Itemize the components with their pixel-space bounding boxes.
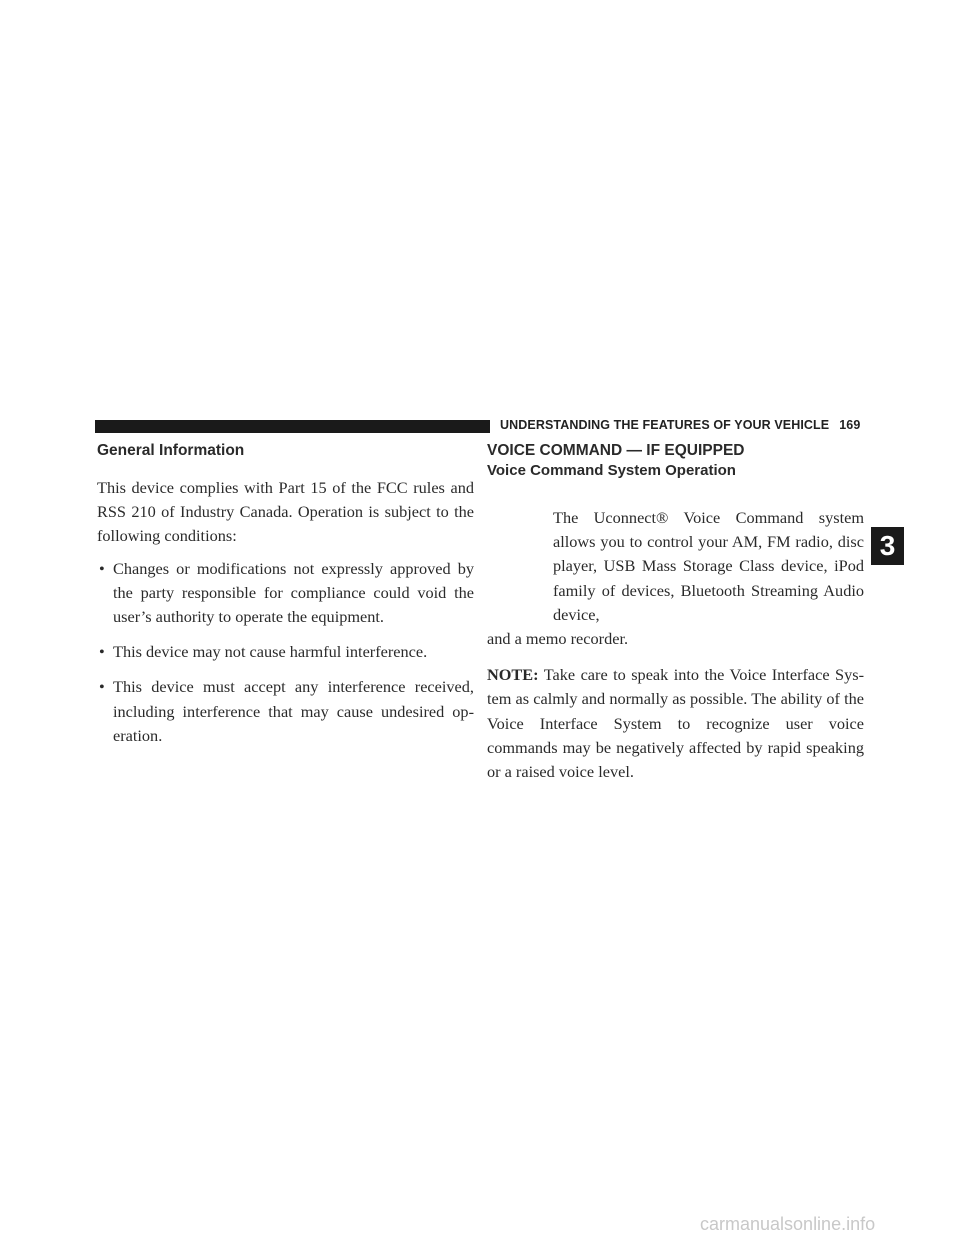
page-number: 169: [839, 418, 861, 432]
chapter-tab: 3: [871, 527, 904, 565]
bullet-icon: •: [99, 642, 105, 662]
header-rule: [95, 420, 490, 433]
note-label: NOTE:: [487, 665, 539, 685]
watermark: carmanualsonline.info: [700, 1214, 876, 1234]
left-column: [97, 441, 474, 748]
voice-command-paragraph: The Uconnect® Voice Command system allows you to control your AM, FM radio, disc player, USB Mass Storage Class device, iPod family of devices, Bluetooth Streaming Audio device,: [553, 508, 864, 624]
header-title: UNDERSTANDING THE FEATURES OF YOUR VEHICLE: [500, 418, 830, 432]
voice-command-subheading: Voice Command System Operation: [487, 462, 736, 479]
running-header: [500, 418, 860, 432]
conditions-list: [97, 557, 474, 748]
voice-command-paragraph-end: and a memo recorder.: [487, 629, 629, 649]
bullet-icon: •: [99, 558, 105, 578]
note-text: Take care to speak into the Voice Interface Sys-tem as calmly and normally as possible. The ability of the Voice Interface System to recognize user voice commands may be negatively affected by rapid speaking or a raised voice level.: [487, 665, 864, 782]
list-item: [97, 557, 474, 630]
list-item: [97, 640, 474, 664]
fcc-intro-paragraph: This device complies with Part 15 of the FCC rules and RSS 210 of Industry Canada. Operation is subject to the following conditions:: [97, 478, 474, 546]
list-item-text: This device may not cause harmful interference.: [113, 642, 428, 662]
list-item-text: Changes or modifications not expressly approved by the party responsible for compliance could void the user’s authority to operate the equipment.: [113, 558, 474, 627]
list-item: [97, 675, 474, 748]
list-item-text: This device must accept any interference received, including interference that may cause undesired op-eration.: [113, 677, 474, 745]
bullet-icon: •: [99, 677, 105, 697]
note-paragraph: [487, 663, 864, 784]
right-column: [487, 441, 864, 784]
general-information-heading: General Information: [97, 442, 245, 459]
voice-command-description: [487, 506, 864, 651]
voice-command-heading: VOICE COMMAND — IF EQUIPPED: [487, 442, 745, 459]
